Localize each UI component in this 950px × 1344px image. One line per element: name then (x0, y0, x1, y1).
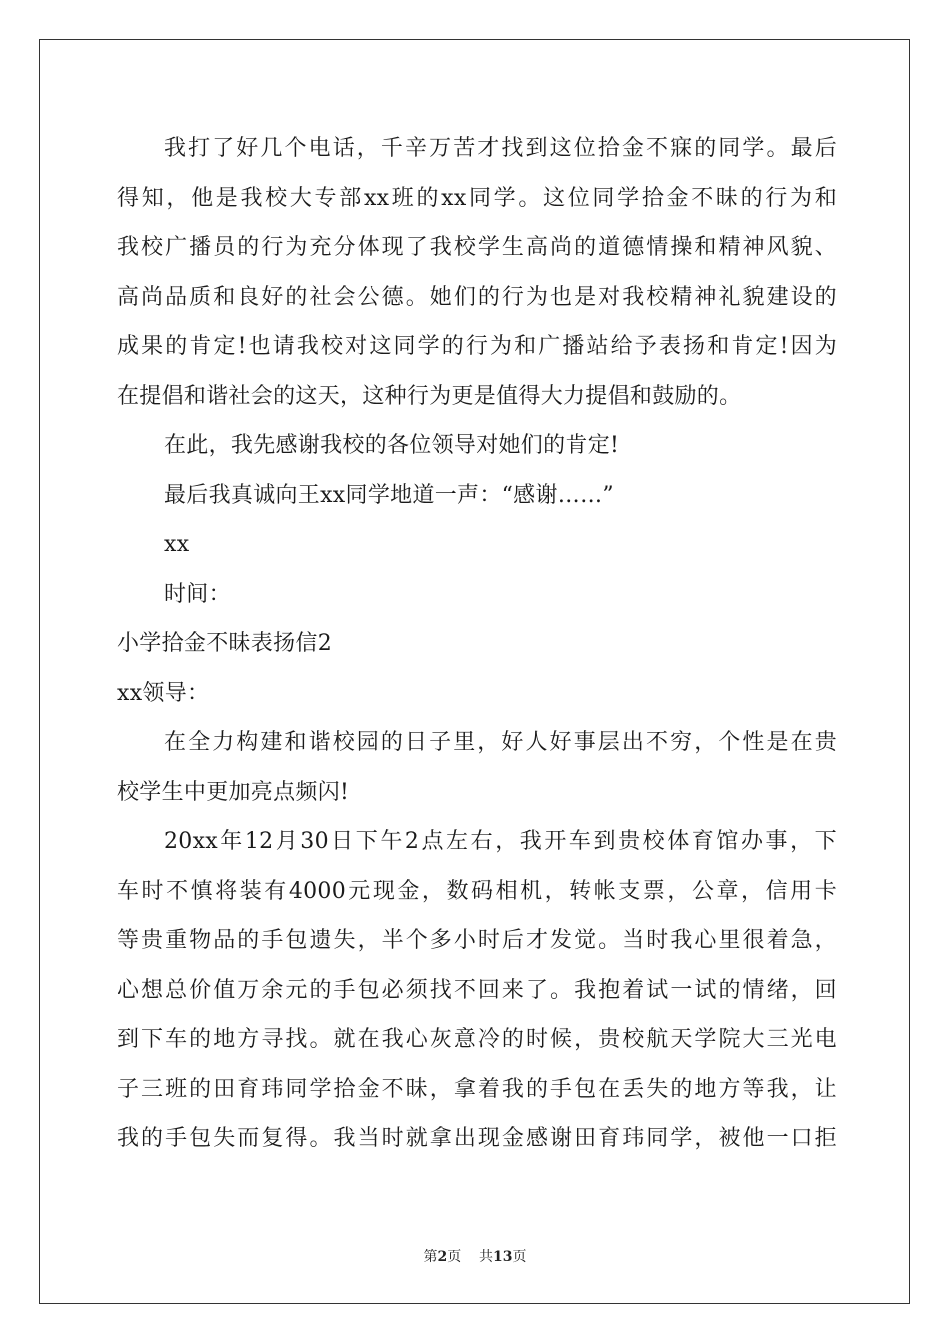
body-line: 车时不慎将装有4000元现金，数码相机，转帐支票，公章，信用卡 (117, 878, 837, 904)
body-line: 在此，我先感谢我校的各位领导对她们的肯定! (164, 433, 620, 458)
total-suffix: 页 (512, 1249, 527, 1265)
body-line: 高尚品质和良好的社会公德。她们的行为也是对我校精神礼貌建设的 (117, 284, 837, 310)
signature-name: xx (164, 532, 190, 557)
page-prefix: 第 (423, 1249, 438, 1265)
body-line: 我校广播员的行为充分体现了我校学生高尚的道德情操和精神风貌、 (117, 235, 837, 260)
body-line: 心想总价值万余元的手包必须找不回来了。我抱着试一试的情绪，回 (117, 977, 837, 1003)
body-line: 子三班的田育玮同学拾金不昧，拿着我的手包在丢失的地方等我，让 (117, 1076, 837, 1102)
body-line: 最后我真诚向王xx同学地道一声：“感谢……” (164, 482, 614, 508)
signature-date: 时间： (164, 581, 231, 607)
body-line: 校学生中更加亮点频闪! (117, 779, 350, 805)
total-pages: 13 (493, 1249, 513, 1265)
page-suffix: 页 (447, 1249, 462, 1265)
salutation: xx领导： (117, 680, 210, 706)
body-line: 我打了好几个电话，千辛万苦才找到这位拾金不寐的同学。最后 (164, 136, 837, 161)
body-line: 成果的肯定!也请我校对这同学的行为和广播站给予表扬和肯定!因为 (117, 334, 837, 359)
section-title: 小学拾金不昧表扬信2 (117, 631, 332, 656)
total-prefix: 共 (479, 1249, 494, 1265)
body-line: 20xx年12月30日下午2点左右，我开车到贵校体育馆办事，下 (164, 829, 837, 854)
body-line: 等贵重物品的手包遗失，半个多小时后才发觉。当时我心里很着急， (117, 928, 837, 953)
body-line: 在提倡和谐社会的这天，这种行为更是值得大力提倡和鼓励的。 (117, 383, 742, 409)
body-line: 在全力构建和谐校园的日子里，好人好事层出不穷，个性是在贵 (164, 730, 837, 755)
body-line: 得知，他是我校大专部xx班的xx同学。这位同学拾金不昧的行为和 (117, 185, 837, 211)
document-body (117, 124, 837, 1164)
page-footer (0, 1246, 950, 1266)
body-line: 我的手包失而复得。我当时就拿出现金感谢田育玮同学，被他一口拒 (117, 1126, 837, 1151)
page-number: 2 (437, 1249, 448, 1265)
body-line: 到下车的地方寻找。就在我心灰意冷的时候，贵校航天学院大三光电 (117, 1027, 837, 1052)
